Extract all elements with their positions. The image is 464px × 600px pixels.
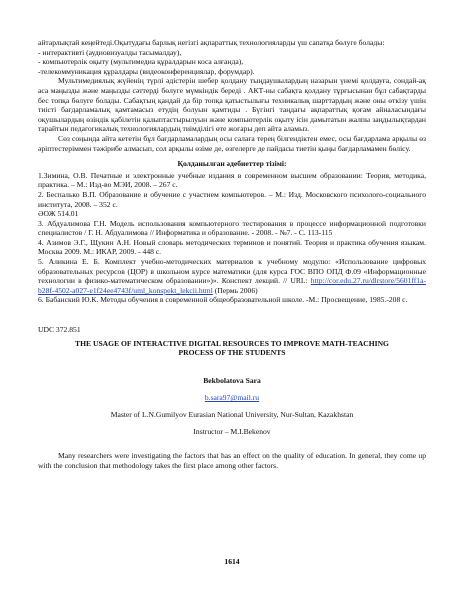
reference-4: 4. Азимов Э.Г., Щукин А.Н. Новый словарь методических терминов и понятий. Теория и практика обучения языкам. Москва 2009. М.: ИКАР, 2009. - 448 с. <box>38 237 426 257</box>
reference-3: 3. Абдуалимова Г.Н. Модель использования компьютерного тестирования в процессе информационной подготовки специалистов / Г. Н. Абдуалимова // Информатика и образование. - 2008. - №7. - С. 113-115 <box>38 218 426 238</box>
abstract-paragraph: Many researchers were investigating the factors that has an effect on the quality of education. In general, they come up with the conclusion that methodology takes the first place among other factors. <box>38 450 426 470</box>
reference-udc: ӘОЖ 514.01 <box>38 209 79 219</box>
reference-5-tail: (Пермь 2006) <box>212 285 258 295</box>
author-email-line <box>38 393 426 403</box>
reference-5-link[interactable]: http://cor.edu.27.ru/dlrstore/5601ff1a-b28f-4502-a027-e1f24ee4743f/uml_konspekt_lekcii.html <box>38 276 426 295</box>
references-title: Қолданылған әдебиеттер тізімі: <box>177 159 287 169</box>
author-affiliation: Master of L.N.Gumilyov Eurasian National University, Nur-Sultan, Kazakhstan <box>110 410 354 420</box>
reference-5-text: 5. Аликина Е. Б. Комплект учебно-методических материалов к учебному модулю: «Использование цифровых образовательных ресурсов (ЦОР) в школьном курсе математики (для курса ГОС ВПО ОПД Ф.09 «Информационные технологии в физико-математическом образовании»)». Конспект лекций. // URL: <box>38 257 426 286</box>
udc-code: UDC 372.851 <box>38 325 81 335</box>
instructor-line: Instructor – M.I.Bekenov <box>193 427 271 437</box>
page-number: 1614 <box>224 557 240 566</box>
list-item-1: - интерактивті (аудиовизуалды тасымалдау), <box>38 47 182 57</box>
author-name: Bekbolatova Sara <box>203 375 261 385</box>
list-item-3: -телекоммуникация құралдары (видеоконференциялар, форумдар). <box>38 66 255 76</box>
reference-6: 6. Бабанский Ю.К. Методы обучения в современной общеобразовательной школе. -М.: Просвещение, 1985.-208 с. <box>38 295 408 305</box>
article-title: THE USAGE OF INTERACTIVE DIGITAL RESOURCES TO IMPROVE MATH-TEACHING PROCESS OF THE STUDENTS <box>75 338 389 358</box>
paragraph-intro: айтарлықтай кеңейтеді.Оқытудағы барлық негізгі ақпараттық технологияларды үш сапатқа бөлуге болады: <box>38 38 385 47</box>
author-email-link[interactable]: b.sara97@mail.ru <box>204 393 260 402</box>
reference-2: 2. Беспалько В.П. Образование и обучение с участием компьютеров. – М.: Изд. Московского психолого-социального института, 2008. – 352 с. <box>38 189 426 209</box>
paragraph-multimedia: Мультимедиялық жүйенің түрлі әдістерін шебер қолдану тыңдаушылардың назарын үнемі қолдауға, сондай-ақ аса маңызды және маңызды сәттерді бөлуге мүмкіндік береді . АКТ-ны сабақта қолдану тұрғысынан бұл сабақтарды бес топқа бөлуге болады. Сабақтың қандай да бір топқа қатыстылығы техникалық шарттардың және оны өткізу үшін тиісті бағдарламалық қамтамасыз етудің болуын қамтиды . Бүгінгі таңдағы ақпараттық қоғам айналасындағы оқушылардың өзіндік қабілетін қалыптастырылуын және компьютерлік оқыту ісін дамытатын жалпы заңдылықтардан тарайтын педагогикалық технологиялардың тиімділігі өте жоғары деп айта аламыз. <box>38 76 426 134</box>
reference-1: 1.Зимина, О.В. Печатные и электронные учебные издания в современном высшем образовании: Теория, методика, практика. – М.: Изд-во МЭИ, 2008. – 267 с. <box>38 170 426 190</box>
list-item-2: - компьютерлік оқыту (мультимедиа құралдарын коса алғанда), <box>38 57 244 67</box>
paragraph-conclusion: Сөз соңында айта кететін бұл бағдарламалардың осы салаға терең білгендіктен емес, осы бағдарлама арқылы өз әріптестеріммен тәжірибе алмасып, сол арқылы өзіме де, өзгелерге де пайдасы тиетін қыңы бағдарламамен бөлісу. <box>38 133 426 153</box>
reference-5 <box>38 257 426 295</box>
